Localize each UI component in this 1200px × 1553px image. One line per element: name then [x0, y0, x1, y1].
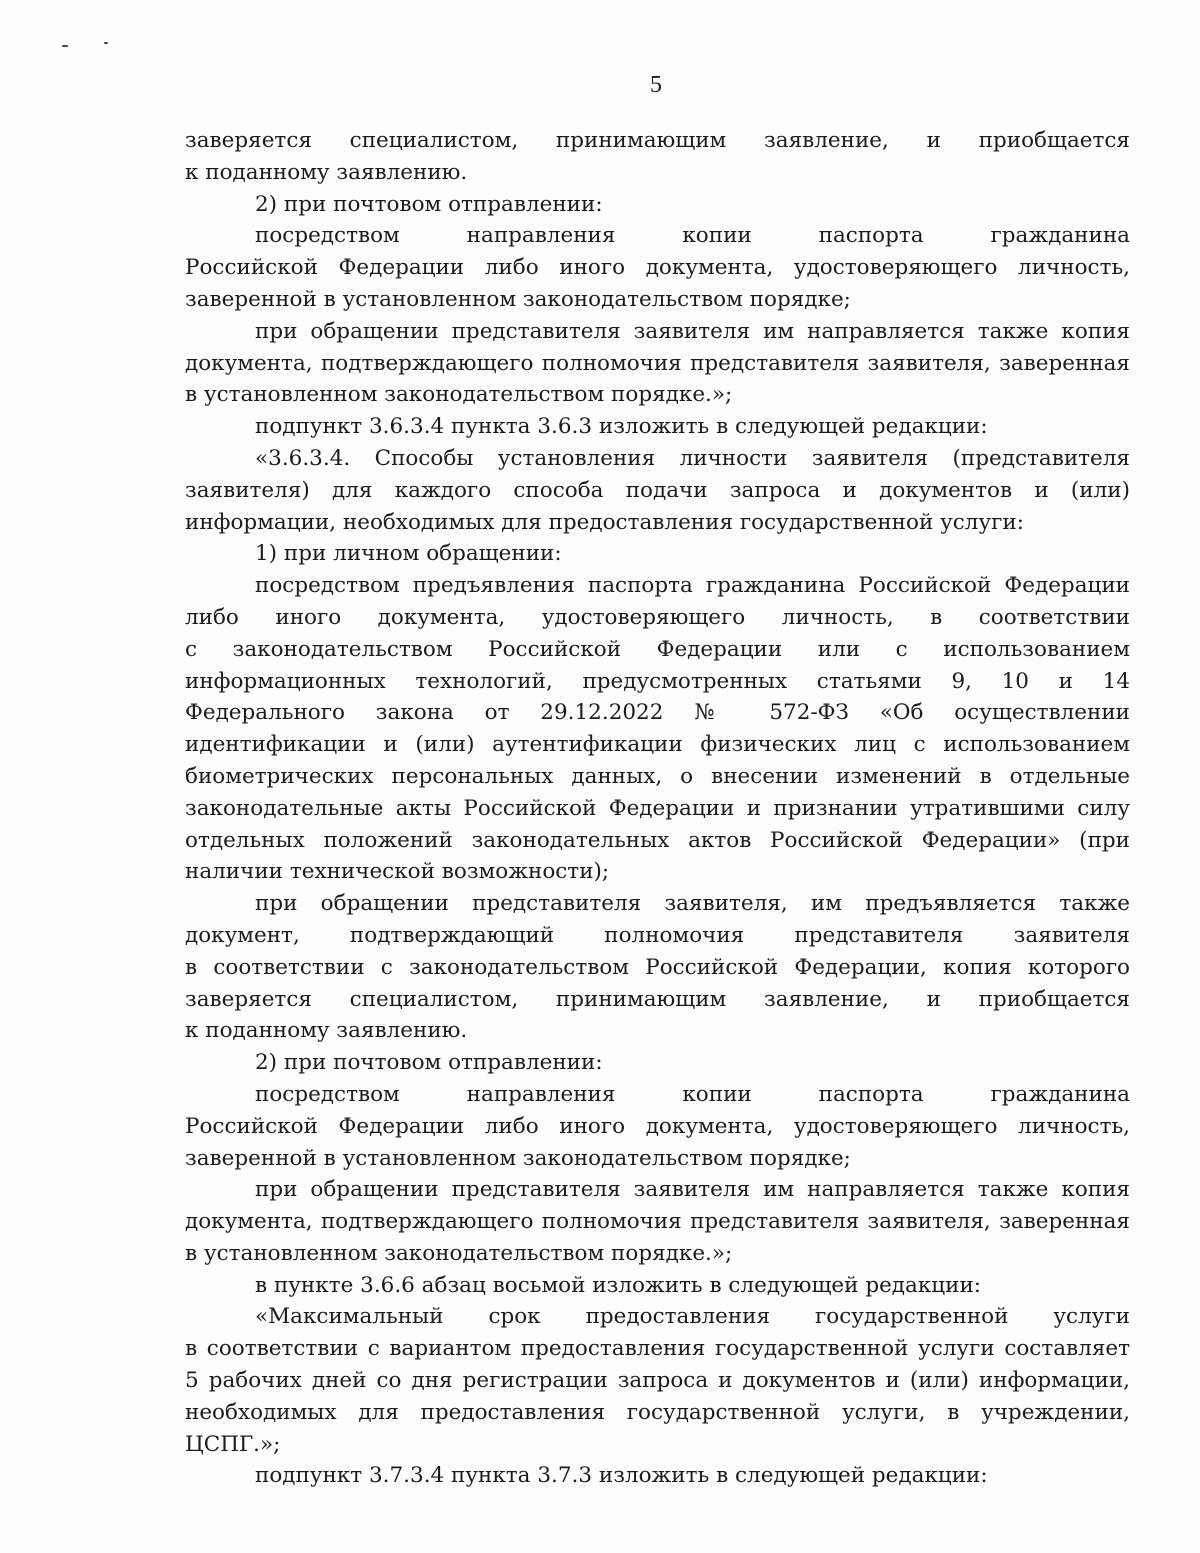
text-line: отдельных положений законодательных актов Российской Федерации» (при	[185, 827, 1130, 853]
text-line: в соответствии с вариантом предоставления государственной услуги составляет	[185, 1336, 1130, 1362]
text-line: подпункт 3.6.3.4 пункта 3.6.3 изложить в следующей редакции:	[255, 414, 988, 440]
text-line: заверяется специалистом, принимающим заявление, и приобщается	[185, 986, 1130, 1012]
text-line: в установленном законодательством порядке.»;	[185, 382, 733, 408]
text-line: подпункт 3.7.3.4 пункта 3.7.3 изложить в следующей редакции:	[255, 1463, 988, 1489]
text-line: к поданному заявлению.	[185, 159, 468, 185]
text-line: заверенной в установленном законодательством порядке;	[185, 286, 851, 312]
text-line: «Максимальный срок предоставления государственной услуги	[255, 1304, 1130, 1330]
text-line: 2) при почтовом отправлении:	[255, 191, 603, 217]
text-line: Федерального закона от 29.12.2022 № 572-ФЗ «Об осуществлении	[185, 700, 1130, 726]
text-line: к поданному заявлению.	[185, 1018, 468, 1044]
text-line: 2) при почтовом отправлении:	[255, 1050, 603, 1076]
text-line: посредством направления копии паспорта гражданина	[255, 1081, 1130, 1107]
text-line: документ, подтверждающий полномочия представителя заявителя	[185, 922, 1130, 948]
text-line: информации, необходимых для предоставления государственной услуги:	[185, 509, 1024, 535]
text-line: 5 рабочих дней со дня регистрации запроса и документов и (или) информации,	[185, 1368, 1130, 1394]
text-line: посредством предъявления паспорта гражданина Российской Федерации	[255, 573, 1130, 599]
text-line: необходимых для предоставления государственной услуги, в учреждении,	[185, 1399, 1130, 1425]
text-line: идентификации и (или) аутентификации физических лиц с использованием	[185, 732, 1130, 758]
text-line: заявителя) для каждого способа подачи запроса и документов и (или)	[185, 477, 1130, 503]
text-line: информационных технологий, предусмотренных статьями 9, 10 и 14	[185, 668, 1130, 694]
text-line: документа, подтверждающего полномочия представителя заявителя, заверенная	[185, 1209, 1130, 1235]
text-line: либо иного документа, удостоверяющего личность, в соответствии	[185, 604, 1130, 630]
text-line: биометрических персональных данных, о внесении изменений в отдельные	[185, 763, 1130, 789]
text-line: документа, подтверждающего полномочия представителя заявителя, заверенная	[185, 350, 1130, 376]
scan-artifact	[104, 42, 108, 44]
text-line: заверенной в установленном законодательством порядке;	[185, 1145, 851, 1171]
text-line: при обращении представителя заявителя им направляется также копия	[255, 1177, 1130, 1203]
page-number: 5	[650, 72, 662, 98]
text-line: Российской Федерации либо иного документа, удостоверяющего личность,	[185, 255, 1130, 281]
text-line: с законодательством Российской Федерации или с использованием	[185, 636, 1130, 662]
text-line: при обращении представителя заявителя, им предъявляется также	[255, 891, 1130, 917]
text-line: ЦСПГ.»;	[185, 1431, 281, 1457]
text-line: законодательные акты Российской Федерации и признании утратившими силу	[185, 795, 1130, 821]
text-line: заверяется специалистом, принимающим заявление, и приобщается	[185, 128, 1130, 153]
text-line: Российской Федерации либо иного документа, удостоверяющего личность,	[185, 1113, 1130, 1139]
text-line: в соответствии с законодательством Российской Федерации, копия которого	[185, 954, 1130, 980]
document-body	[185, 125, 1130, 1492]
scan-artifact	[62, 45, 68, 47]
text-line: при обращении представителя заявителя им направляется также копия	[255, 318, 1130, 344]
text-line: наличии технической возможности);	[185, 859, 610, 885]
text-line: «3.6.3.4. Способы установления личности заявителя (представителя	[255, 445, 1130, 471]
text-line: посредством направления копии паспорта гражданина	[255, 223, 1130, 249]
text-line: 1) при личном обращении:	[255, 541, 562, 567]
text-line: в установленном законодательством порядке.»;	[185, 1240, 733, 1266]
text-line: в пункте 3.6.6 абзац восьмой изложить в следующей редакции:	[255, 1272, 982, 1298]
